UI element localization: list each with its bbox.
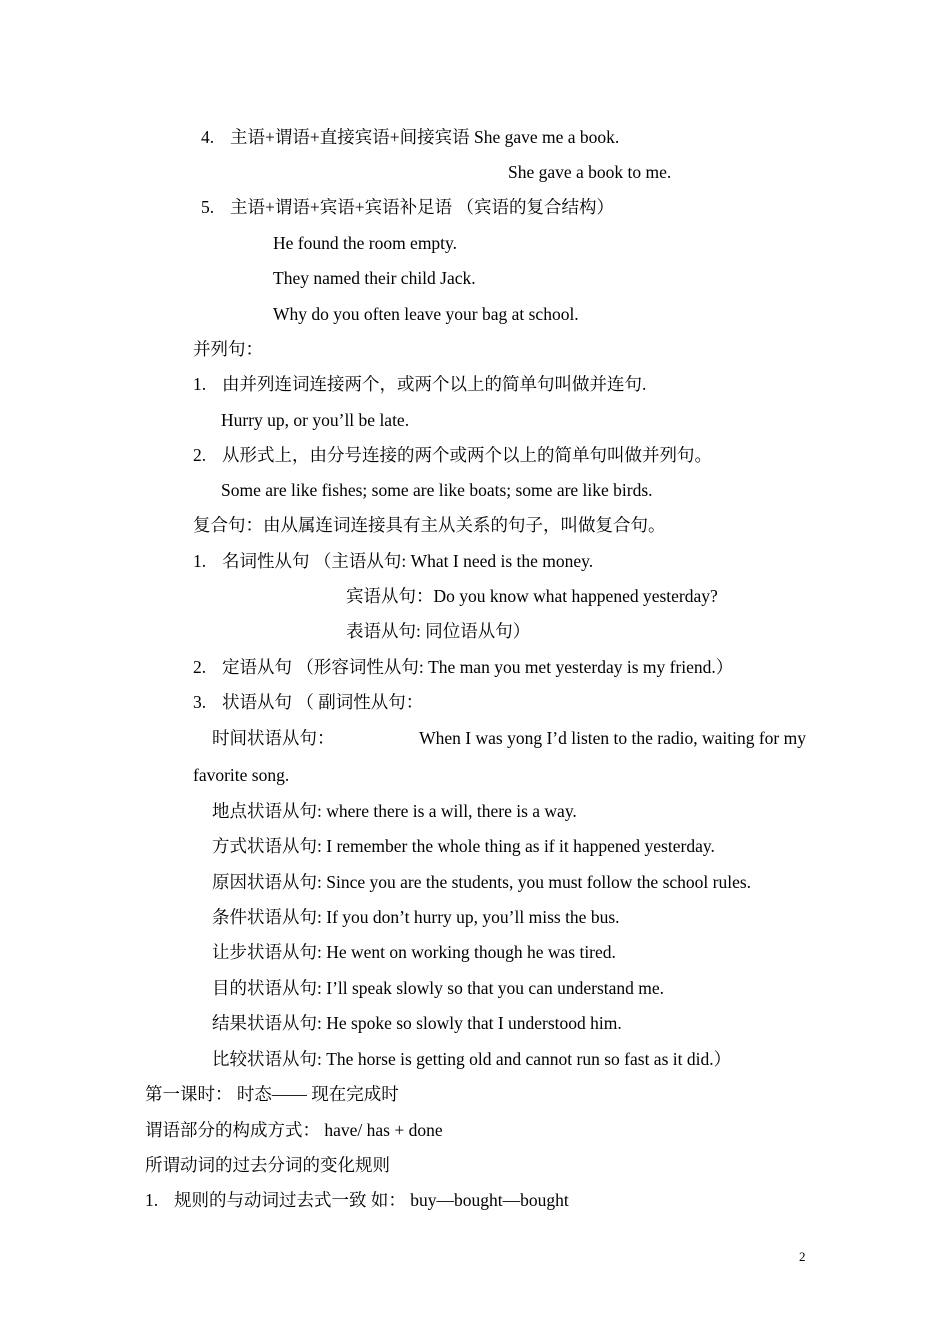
concession-clause-line: 让步状语从句: He went on working though he was tired. [212,942,616,962]
list-number: 5. [201,197,215,217]
pattern-5-example-2: They named their child Jack. [273,268,476,288]
compound-item-1-example: Hurry up, or you’ll be late. [221,410,410,430]
list-number: 1. [193,551,207,571]
list-number: 2. [193,445,207,465]
result-clause-line: 结果状语从句: He spoke so slowly that I understood him. [212,1013,622,1033]
list-number: 4. [201,127,215,147]
pattern-5-example-1: He found the room empty. [273,233,458,253]
lesson-title: 第一课时： 时态—— 现在完成时 [145,1084,399,1104]
time-clause-label: 时间状语从句： [212,728,335,748]
participle-rule-1-text: 规则的与动词过去式一致 如： buy—bought—bought [174,1190,569,1210]
complex-item-3-text: 状语从句 （ 副词性从句： [222,692,424,712]
pattern-5 [201,196,614,218]
list-number: 1. [193,374,207,394]
participle-rules-heading: 所谓动词的过去分词的变化规则 [145,1155,390,1175]
compound-item-1 [193,373,646,395]
list-number: 1. [145,1190,159,1210]
complex-item-2-text: 定语从句 （形容词性从句: The man you met yesterday is my friend.） [222,657,734,677]
pattern-4-text: 主语+谓语+直接宾语+间接宾语 She gave me a book. [230,127,620,147]
page-number: 2 [799,1249,806,1264]
object-clause-line: 宾语从句：Do you know what happened yesterday? [346,586,718,606]
compound-item-2 [193,444,712,466]
purpose-clause-line: 目的状语从句: I’ll speak slowly so that you can understand me. [212,978,665,998]
complex-item-3 [193,691,423,713]
pattern-4-example-b: She gave a book to me. [508,162,672,182]
manner-clause-line: 方式状语从句: I remember the whole thing as if it happened yesterday. [212,836,715,856]
time-clause-line [212,727,806,749]
participle-rule-1 [145,1189,569,1211]
compound-item-2-example: Some are like fishes; some are like boats; some are like birds. [221,480,653,500]
compound-item-2-text: 从形式上，由分号连接的两个或两个以上的简单句叫做并列句。 [222,445,712,465]
predicate-structure: 谓语部分的构成方式： have/ has + done [145,1120,443,1140]
predicative-clause-line: 表语从句: 同位语从句） [346,621,531,641]
time-clause-continuation: favorite song. [193,765,290,785]
compound-sentence-heading: 并列句： [193,339,263,359]
comparison-clause-line: 比较状语从句: The horse is getting old and cannot run so fast as it did.） [212,1049,732,1069]
complex-sentence-heading: 复合句：由从属连词连接具有主从关系的句子，叫做复合句。 [193,515,666,535]
complex-item-2 [193,656,733,678]
list-number: 3. [193,692,207,712]
place-clause-line: 地点状语从句: where there is a will, there is a way. [212,801,577,821]
time-clause-example: When I was yong I’d listen to the radio, waiting for my [419,728,806,748]
list-number: 2. [193,657,207,677]
pattern-5-example-3: Why do you often leave your bag at school. [273,304,579,324]
compound-item-1-text: 由并列连词连接两个，或两个以上的简单句叫做并连句. [222,374,647,394]
reason-clause-line: 原因状语从句: Since you are the students, you must follow the school rules. [212,872,752,892]
pattern-5-text: 主语+谓语+宾语+宾语补足语 （宾语的复合结构） [230,197,614,217]
complex-item-1-text: 名词性从句 （主语从句: What I need is the money. [222,551,594,571]
pattern-4 [201,126,619,148]
condition-clause-line: 条件状语从句: If you don’t hurry up, you’ll miss the bus. [212,907,620,927]
complex-item-1 [193,550,593,572]
